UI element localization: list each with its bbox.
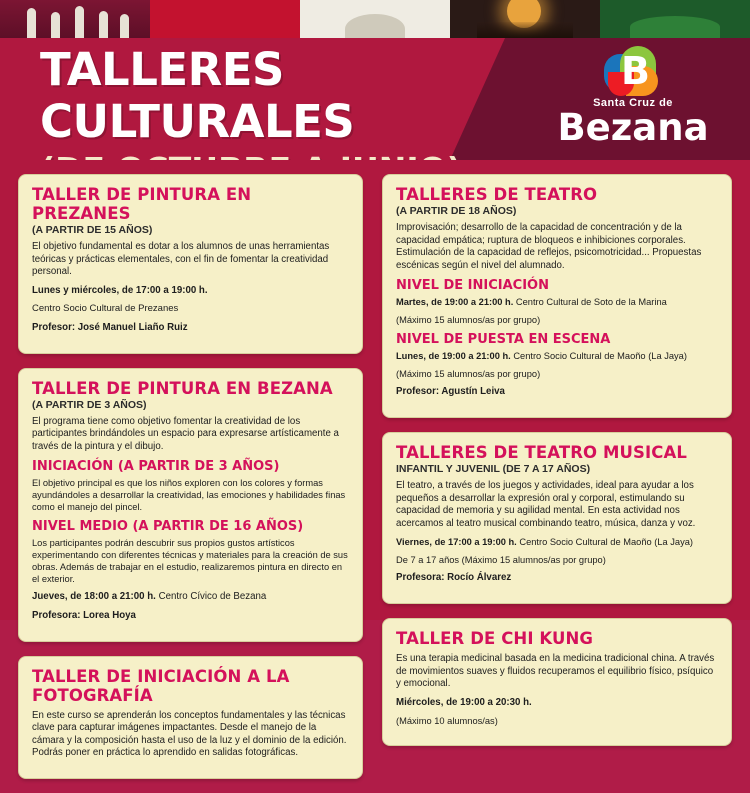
logo-name: Bezana [557, 106, 709, 149]
logo [538, 46, 728, 147]
photo-sunset [450, 0, 600, 38]
schedule-text: Jueves, de 18:00 a 21:00 h. [32, 591, 156, 603]
workshop-description: El teatro, a través de los juegos y actividades, ideal para ayudar a los pequeños a desarrollar la expresión oral y corporal, estimulando su capacidad de memoria y su agilidad mental. En esta actividad nos acercamos al teatro musical combinando teatro, música, danza y voz. [396, 479, 696, 529]
workshop-title: TALLERES DE TEATRO MUSICAL [396, 442, 687, 462]
workshop-title: TALLER DE PINTURA EN PREZANES [32, 185, 252, 223]
workshop-teacher: Profesor: Agustín Leiva [396, 386, 505, 398]
place-text: Centro Socio Cultural de Maoño (La Jaya) [519, 537, 693, 548]
workshop-section-title: NIVEL MEDIO (A PARTIR DE 16 AÑOS) [32, 519, 304, 535]
left-column [18, 174, 363, 793]
workshop-description: Es una terapia medicinal basada en la medicina tradicional china. A través de movimientos suaves y fluidos recuperamos el equilibrio físico, psíquico y emocional. [396, 652, 715, 690]
workshop-title: TALLER DE INICIACIÓN A LA FOTOGRAFÍA [32, 666, 290, 705]
workshop-card-chi-kung [382, 618, 732, 746]
logo-letter: B [621, 49, 650, 93]
schedule-text: Lunes, de 19:00 a 21:00 h. [396, 351, 511, 362]
workshop-description: El programa tiene como objetivo fomentar la creatividad de los participantes brindándoles un espacio para expresarse artísticamente a través de la pintura y el dibujo. [32, 415, 339, 452]
place-text: Centro Socio Cultural de Maoño (La Jaya) [513, 351, 687, 362]
workshops-area [0, 160, 750, 759]
workshop-title: TALLER DE PINTURA EN BEZANA [32, 378, 333, 398]
workshop-card-pintura-bezana [18, 368, 363, 642]
logo-municipality: Santa Cruz de [593, 97, 673, 109]
workshop-section-text: Los participantes podrán descubrir sus propios gustos artísticos experimentando con diferentes técnicas y materiales para la creación de sus obras. Además de trabajar en el estudio, realizaremos pintura en directo en el exterior. [32, 538, 348, 585]
workshop-section-text: El objetivo principal es que los niños exploren con los colores y formas ayundándoles a desarrollar la creatividad, las emociones y habilidades finas como el manejo del pincel. [32, 478, 346, 513]
place-text: Centro Cívico de Bezana [158, 591, 267, 603]
place-text: Centro Cultural de Soto de la Marina [515, 297, 667, 308]
photo-red [150, 0, 300, 38]
workshop-section-title: NIVEL DE INICIACIÓN [396, 278, 549, 294]
workshop-age: (A PARTIR DE 3 AÑOS) [32, 398, 147, 411]
page-title: TALLERES CULTURALES [40, 43, 355, 148]
workshop-teacher: Profesora: Lorea Hoya [32, 609, 136, 621]
workshop-description: El objetivo fundamental es dotar a los alumnos de unas herramientas teóricas y prácticas elementales, con el fin de fomentar la creatividad personal. [32, 241, 330, 278]
workshop-schedule [32, 591, 349, 604]
logo-mark-icon [604, 46, 662, 96]
workshop-section-title: INICIACIÓN (A PARTIR DE 3 AÑOS) [32, 459, 280, 475]
workshop-note: De 7 a 17 años (Máximo 15 alumnos/as por grupo) [396, 555, 606, 566]
workshop-age: (A PARTIR DE 18 AÑOS) [396, 205, 517, 217]
workshop-schedule [396, 536, 718, 548]
workshop-card-fotografia [18, 656, 363, 779]
photo-dance [0, 0, 150, 38]
workshop-schedule: Lunes y miércoles, de 17:00 a 19:00 h. [32, 284, 208, 296]
photo-white [300, 0, 450, 38]
workshop-section-title: NIVEL DE PUESTA EN ESCENA [396, 332, 611, 348]
schedule-text: Viernes, de 17:00 a 19:00 h. [396, 537, 517, 548]
workshop-section-note: (Máximo 15 alumnos/as por grupo) [396, 369, 541, 380]
right-column [382, 174, 732, 760]
photo-strip [0, 0, 750, 38]
workshop-description: En este curso se aprenderán los conceptos fundamentales y las técnicas clave para capturar imágenes impactantes. Desde el manejo de la cámara y la composición hasta el uso de la luz y el dominio de la edición. Podrás poner en práctica lo aprendido en salidas fotográficas. [32, 709, 347, 759]
workshop-age: INFANTIL Y JUVENIL (DE 7 A 17 AÑOS) [396, 462, 591, 475]
workshop-card-teatro-musical [382, 432, 732, 604]
workshop-title: TALLER DE CHI KUNG [396, 628, 594, 648]
workshop-section-schedule [396, 296, 718, 308]
header-band [0, 38, 750, 160]
workshop-note: (Máximo 10 alumnos/as) [396, 716, 498, 727]
workshop-teacher: Profesor: José Manuel Liaño Ruiz [32, 321, 188, 333]
workshop-section-note: (Máximo 15 alumnos/as por grupo) [396, 315, 541, 326]
schedule-text: Martes, de 19:00 a 21:00 h. [396, 297, 514, 308]
workshop-place: Centro Socio Cultural de Prezanes [32, 303, 179, 315]
workshop-card-teatro [382, 174, 732, 418]
workshop-age: (A PARTIR DE 15 AÑOS) [32, 224, 153, 236]
workshop-card-pintura-prezanes [18, 174, 363, 354]
workshop-section-schedule [396, 350, 718, 362]
workshop-title: TALLERES DE TEATRO [396, 185, 598, 204]
workshop-teacher: Profesora: Rocío Álvarez [396, 572, 512, 584]
photo-green [600, 0, 750, 38]
workshop-description: Improvisación; desarrollo de la capacidad de concentración y de la capacidad empática; ruptura de bloqueos e inhibiciones corporales. Estimulación de la capacidad de reflejos, psicomotricidad... Propuestas escénicas según el nivel del alumnado. [396, 222, 702, 271]
workshop-schedule: Miércoles, de 19:00 a 20:30 h. [396, 696, 532, 708]
